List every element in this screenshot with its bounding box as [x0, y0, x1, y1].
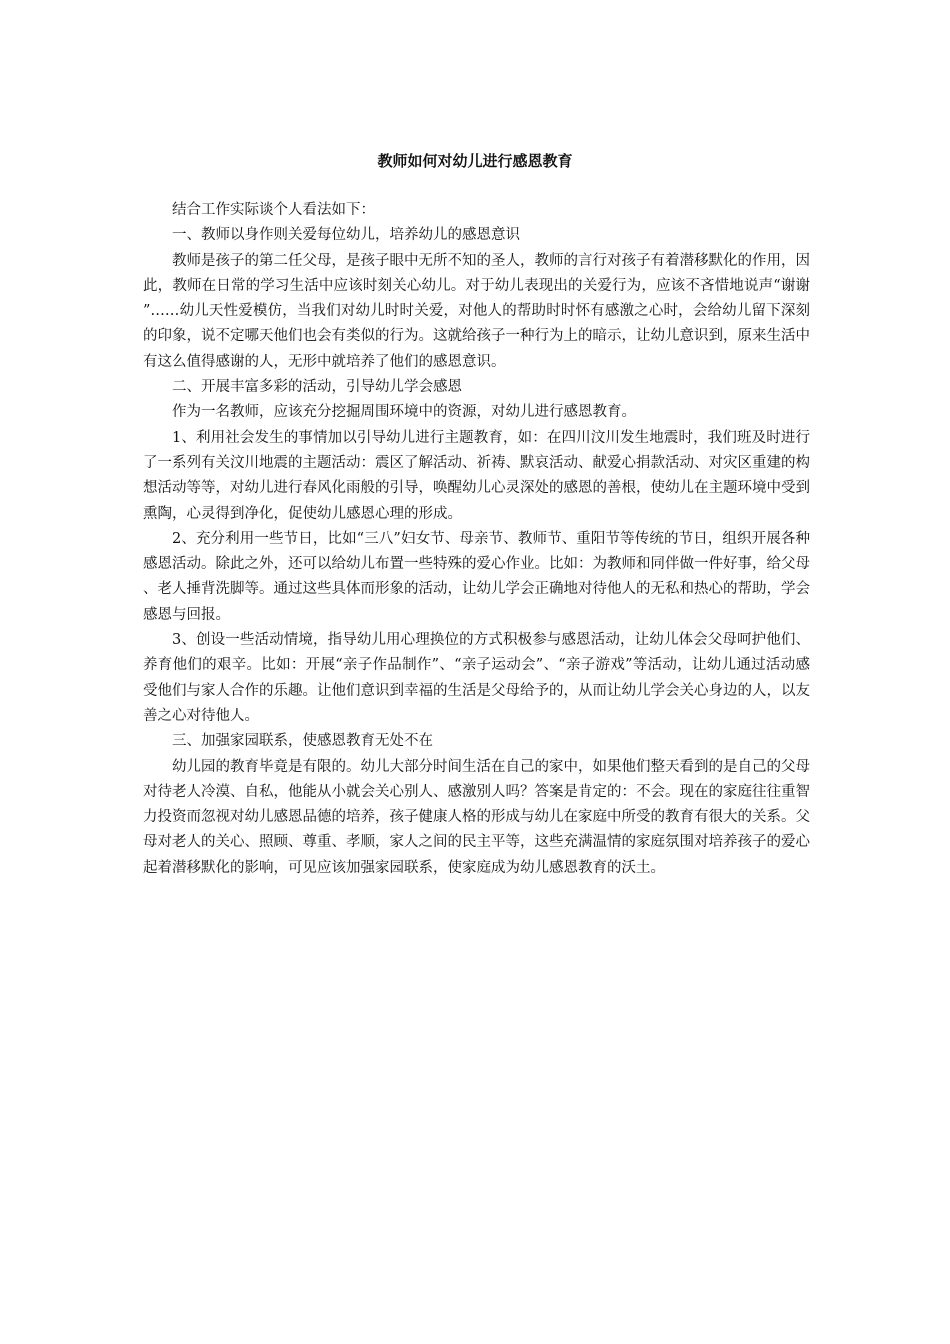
section-heading-1: 一、教师以身作则关爱每位幼儿，培养幼儿的感恩意识 [172, 227, 520, 244]
paragraph-section-3: 幼儿园的教育毕竟是有限的。幼儿大部分时间生活在自己的家中，如果他们整天看到的是自己的父母对待老人冷漠、自私，他能从小就会关心别人、感激别人吗？答案是肯定的：不会。现在的家庭往往重智力投资而忽视对幼儿感恩品德的培养，孩子健康人格的形成与幼儿在家庭中所受的教育有很大的关系。父母对老人的关心、照顾、尊重、孝顺，家人之间的民主平等，这些充满温情的家庭氛围对培养孩子的爱心起着潜移默化的影响，可见应该加强家园联系，使家庭成为幼儿感恩教育的沃土。 [143, 758, 810, 876]
section-heading-2: 二、开展丰富多彩的活动，引导幼儿学会感恩 [172, 379, 462, 396]
document-title: 教师如何对幼儿进行感恩教育 [377, 152, 573, 170]
paragraph-item-3: 3、创设一些活动情境，指导幼儿用心理换位的方式积极参与感恩活动，让幼儿体会父母呵护他们、养育他们的艰辛。比如：开展“亲子作品制作”、“亲子运动会”、“亲子游戏”等活动，让幼儿通过活动感受他们与家人合作的乐趣。让他们意识到幸福的生活是父母给予的，从而让幼儿学会关心身边的人，以友善之心对待他人。 [143, 632, 810, 724]
document-body [143, 198, 810, 881]
section-heading-3: 三、加强家园联系，使感恩教育无处不在 [172, 733, 433, 750]
paragraph-item-1: 1、利用社会发生的事情加以引导幼儿进行主题教育，如：在四川汶川发生地震时，我们班及时进行了一系列有关汶川地震的主题活动：震区了解活动、祈祷、默哀活动、献爱心捐款活动、对灾区重建的构想活动等等，对幼儿进行春风化雨般的引导，唤醒幼儿心灵深处的感恩的善根，使幼儿在主题环境中受到熏陶，心灵得到净化，促使幼儿感恩心理的形成。 [143, 429, 810, 522]
paragraph-item-2: 2、充分利用一些节日，比如“三八”妇女节、母亲节、教师节、重阳节等传统的节日，组织开展各种感恩活动。除此之外，还可以给幼儿布置一些特殊的爱心作业。比如：为教师和同伴做一件好事，给父母、老人捶背洗脚等。通过这些具体而形象的活动，让幼儿学会正确地对待他人的无私和热心的帮助，学会感恩与回报。 [143, 530, 810, 623]
paragraph-section-1: 教师是孩子的第二任父母，是孩子眼中无所不知的圣人，教师的言行对孩子有着潜移默化的作用，因此，教师在日常的学习生活中应该时刻关心幼儿。对于幼儿表现出的关爱行为，应该不吝惜地说声“谢谢”……幼儿天性爱模仿，当我们对幼儿时时关爱，对他人的帮助时时怀有感激之心时，会给幼儿留下深刻的印象，说不定哪天他们也会有类似的行为。这就给孩子一种行为上的暗示，让幼儿意识到，原来生活中有这么值得感谢的人，无形中就培养了他们的感恩意识。 [143, 252, 810, 370]
paragraph-section-2-intro: 作为一名教师，应该充分挖掘周围环境中的资源，对幼儿进行感恩教育。 [172, 404, 636, 421]
paragraph-intro: 结合工作实际谈个人看法如下： [172, 202, 375, 218]
